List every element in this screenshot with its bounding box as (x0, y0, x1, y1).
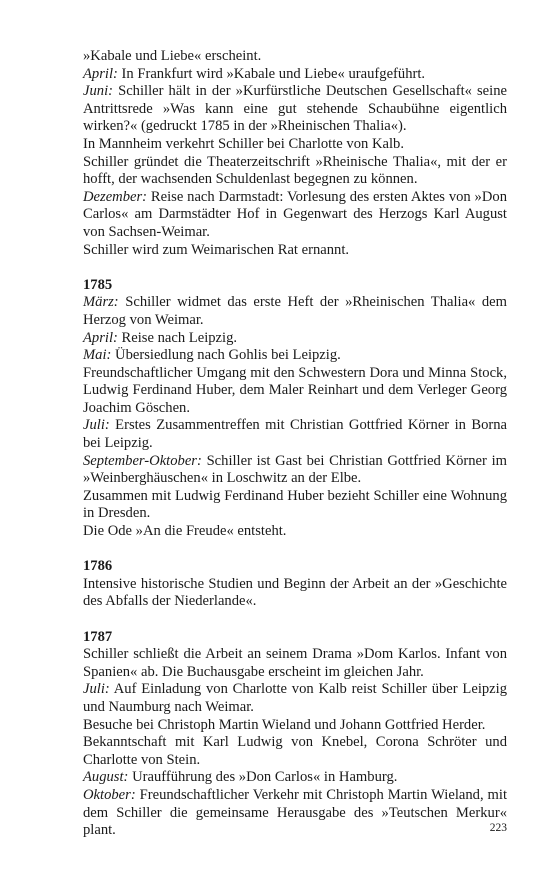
section-1786 (83, 558, 507, 611)
entry: Die Ode »An die Freude« entsteht. (83, 523, 287, 540)
entry: Schiller schließt die Arbeit an seinem Drama »Dom Karlos. Infant von Spanien« ab. Die Buchausgabe erscheint im gleichen Jahr. (83, 646, 507, 680)
entry-month-label: Mai: (83, 347, 112, 364)
entry: Juli: Auf Einladung von Charlotte von Kalb reist Schiller über Leipzig und Naumburg nach Weimar. (83, 681, 507, 715)
entry: »Kabale und Liebe« erscheint. (83, 48, 262, 64)
entry-month-label: Juli: (83, 417, 110, 434)
section-1787 (83, 629, 507, 840)
entry: April: In Frankfurt wird »Kabale und Liebe« uraufgeführt. (83, 65, 426, 82)
entry-month-label: April: (83, 329, 118, 346)
entry: Mai: Übersiedlung nach Gohlis bei Leipzig. (83, 347, 341, 364)
entry: September-Oktober: Schiller ist Gast bei Christian Gottfried Körner im »Weinberghäuschen« in Loschwitz an der Elbe. (83, 452, 507, 487)
entry-month-label: April: (83, 65, 118, 82)
entry: In Mannheim verkehrt Schiller bei Charlotte von Kalb. (83, 135, 404, 152)
year-heading: 1787 (83, 628, 113, 645)
entry-month-label: Dezember: (83, 188, 148, 205)
entry-month-label: März: (83, 294, 119, 311)
page-number: 223 (489, 822, 507, 834)
entry: Juli: Erstes Zusammentreffen mit Christian Gottfried Körner in Borna bei Leipzig. (83, 417, 507, 452)
section-intro (83, 48, 507, 259)
entry-month-label: August: (83, 769, 129, 786)
chronology-page (83, 48, 507, 840)
entry: Bekanntschaft mit Karl Ludwig von Knebel, Corona Schröter und Charlotte von Stein. (83, 734, 507, 768)
entry-month-label: Oktober: (83, 786, 136, 803)
entry: April: Reise nach Leipzig. (83, 329, 238, 346)
entry: Dezember: Reise nach Darmstadt: Vorlesung des ersten Aktes von »Don Carlos« am Darmstädter Hof in Gegenwart des Herzogs Karl August von Sachsen-Weimar. (83, 188, 507, 240)
entry: März: Schiller widmet das erste Heft der »Rheinischen Thalia« dem Herzog von Weimar. (83, 294, 507, 328)
entry-month-label: September-Oktober: (83, 452, 202, 469)
entry: Zusammen mit Ludwig Ferdinand Huber bezieht Schiller eine Wohnung in Dresden. (83, 487, 507, 522)
entry: Intensive historische Studien und Beginn der Arbeit an der »Geschichte des Abfalls der Niederlande«. (83, 575, 507, 610)
entry: Oktober: Freundschaftlicher Verkehr mit Christoph Martin Wieland, mit dem Schiller die gemeinsame Herausgabe des »Teutschen Merkur« plant. (83, 786, 507, 839)
year-heading: 1785 (83, 276, 113, 293)
entry-month-label: Juni: (83, 83, 113, 100)
section-1785 (83, 277, 507, 541)
entry: Freundschaftlicher Umgang mit den Schwestern Dora und Minna Stock, Ludwig Ferdinand Huber, dem Maler Reinhart und dem Verleger Georg Joachim Göschen. (83, 364, 507, 416)
entry: Besuche bei Christoph Martin Wieland und Johann Gottfried Herder. (83, 716, 486, 733)
year-heading: 1786 (83, 558, 113, 575)
entry: Schiller wird zum Weimarischen Rat ernannt. (83, 241, 350, 258)
entry: August: Uraufführung des »Don Carlos« in Hamburg. (83, 769, 398, 786)
entry-month-label: Juli: (83, 681, 110, 698)
entry: Schiller gründet die Theaterzeitschrift »Rheinische Thalia«, mit der er hofft, der wachsenden Schuldenlast begegnen zu können. (83, 153, 507, 188)
entry: Juni: Schiller hält in der »Kurfürstliche Deutschen Gesellschaft« seine Antrittsrede »Was kann eine gut stehende Schaubühne eigentlich wirken?« (gedruckt 1785 in der »Rheinischen Thalia«). (83, 83, 507, 135)
